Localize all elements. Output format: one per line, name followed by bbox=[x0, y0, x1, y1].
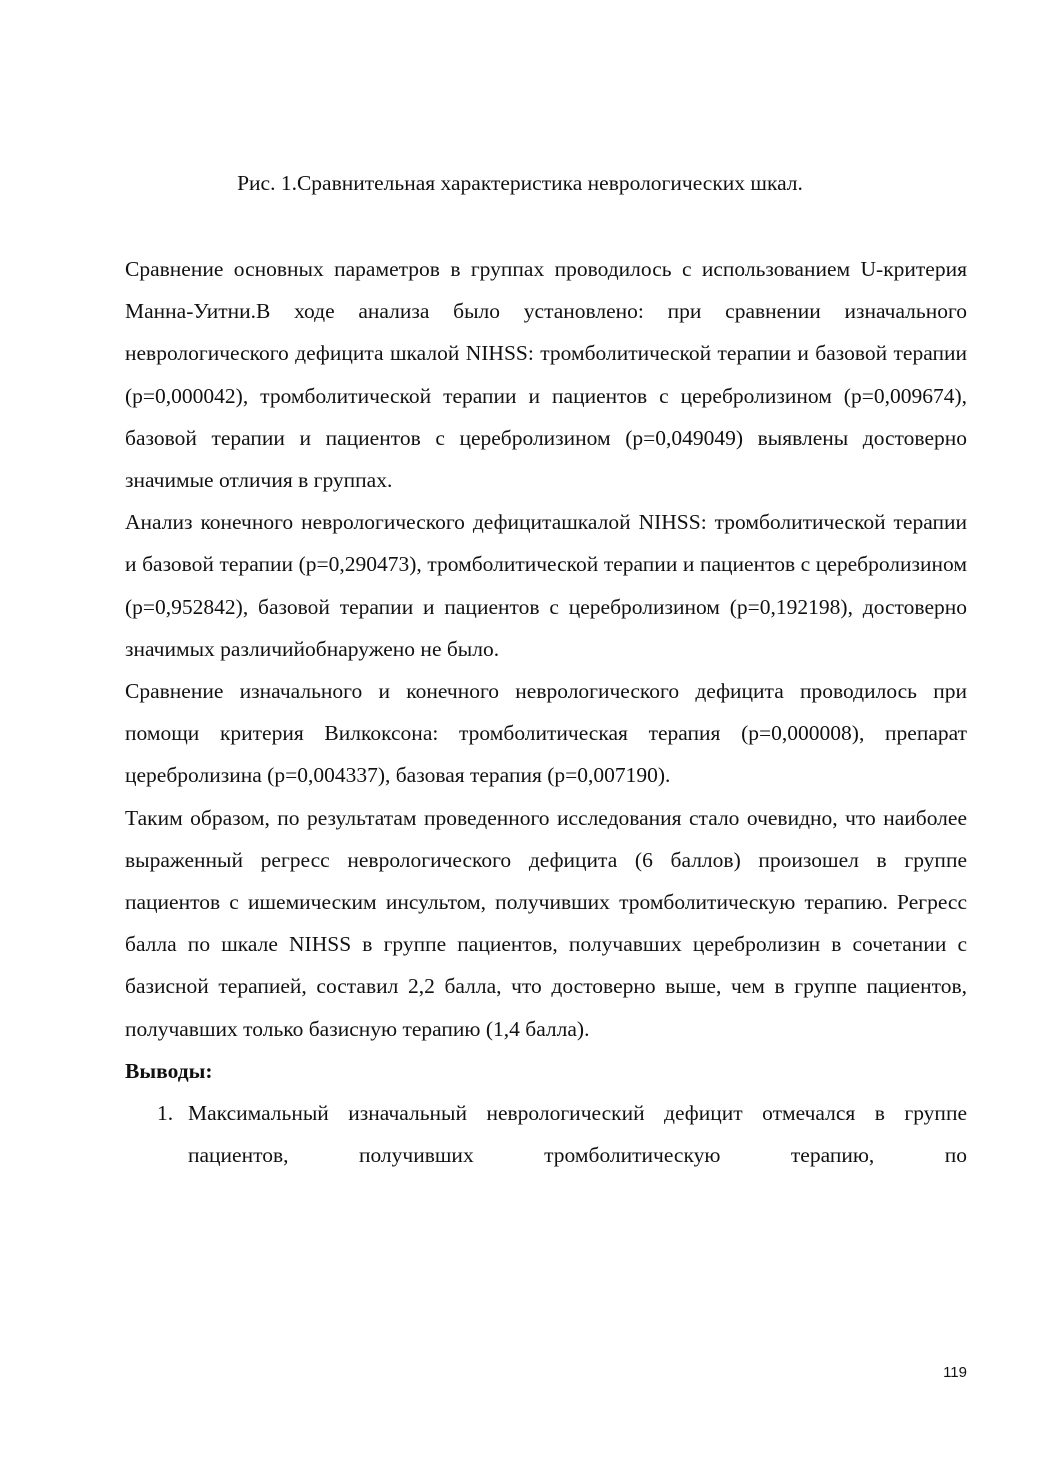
paragraph-final-deficit: Анализ конечного неврологического дефициташкалой NIHSS: тромболитической терапии и базовой терапии (p=0,290473), тромболитической терапии и пациентов с церебролизином (p=0,952842), базовой терапии и пациентов с церебролизином (p=0,192198), достоверно значимых различийобнаружено не было. bbox=[125, 510, 967, 661]
body-text bbox=[125, 248, 967, 1176]
conclusions-heading: Выводы: bbox=[125, 1058, 213, 1083]
figure-caption: Рис. 1.Сравнительная характеристика неврологических шкал. bbox=[237, 171, 803, 195]
paragraph-summary: Таким образом, по результатам проведенного исследования стало очевидно, что наиболее выраженный регресс неврологического дефицита (6 баллов) произошел в группе пациентов с ишемическим инсультом, получивших тромболитическую терапию. Регресс балла по шкале NIHSS в группе пациентов, получавших церебролизин в сочетании с базисной терапией, составил 2,2 балла, что достоверно выше, чем в группе пациентов, получавших только базисную терапию (1,4 балла). bbox=[125, 805, 967, 1041]
page-number: 119 bbox=[943, 1364, 967, 1381]
paragraph-wilcoxon: Сравнение изначального и конечного неврологического дефицита проводилось при помощи критерия Вилкоксона: тромболитическая терапия (p=0,000008), препарат церебролизина (p=0,004337), базовая терапия (p=0,007190). bbox=[125, 679, 967, 788]
list-item-number: 1. bbox=[157, 1101, 174, 1126]
conclusions-list bbox=[125, 1092, 967, 1176]
paragraph-mann-whitney: Сравнение основных параметров в группах проводилось с использованием U-критерия Манна-Уитни.В ходе анализа было установлено: при сравнении изначального неврологического дефицита шкалой NIHSS: тромболитической терапии и базовой терапии (p=0,000042), тромболитической терапии и пациентов с церебролизином (p=0,009674), базовой терапии и пациентов с церебролизином (p=0,049049) выявлены достоверно значимые отличия в группах. bbox=[125, 257, 967, 493]
list-item bbox=[125, 1092, 967, 1176]
list-item-text: Максимальный изначальный неврологический дефицит отмечался в группе пациентов, получивших тромболитическую терапию, по bbox=[188, 1101, 967, 1168]
